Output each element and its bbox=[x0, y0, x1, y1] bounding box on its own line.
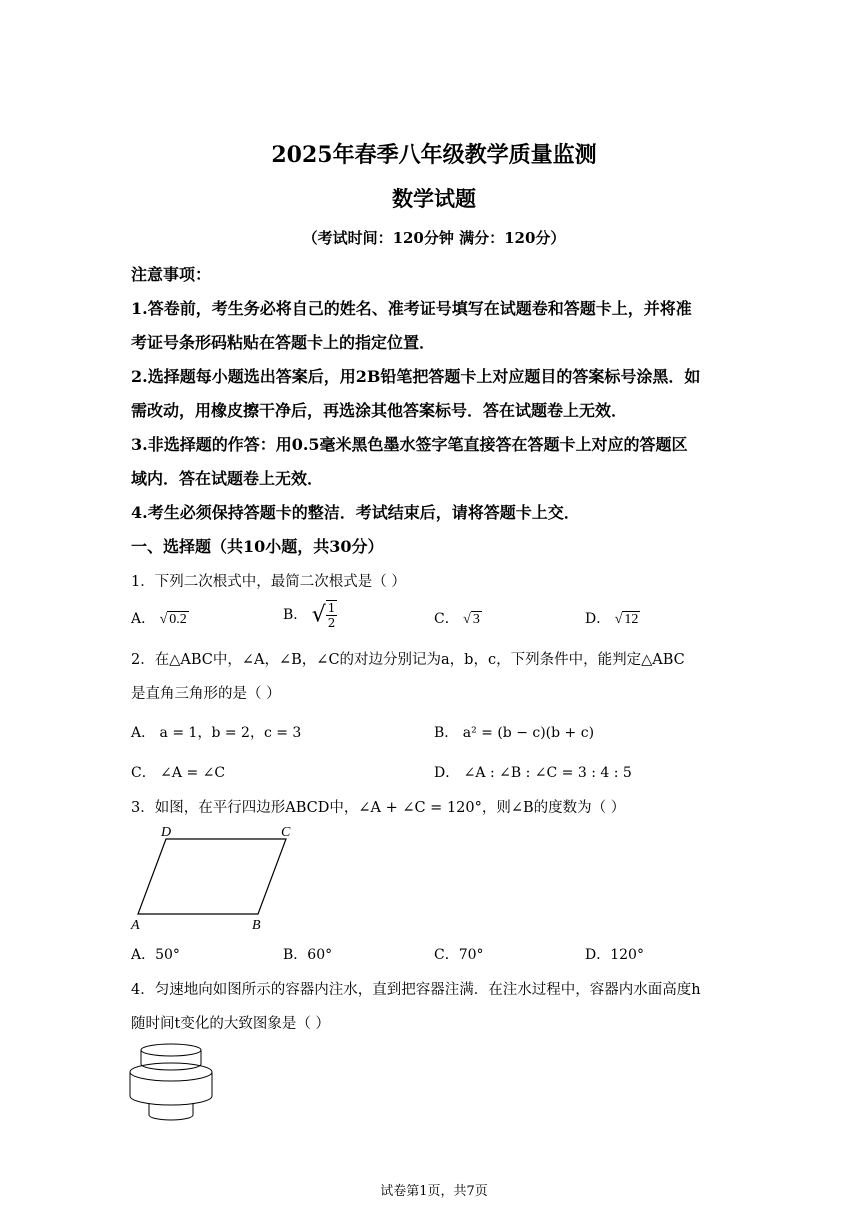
notice-heading: 注意事项： bbox=[131, 265, 212, 284]
parallelogram-figure bbox=[128, 822, 308, 934]
notice-line-2: 考证号条形码粘贴在答题卡上的指定位置． bbox=[131, 333, 436, 352]
notice-line-6: 域内．答在试题卷上无效． bbox=[131, 469, 324, 488]
q3-option-b: B．60° bbox=[283, 947, 333, 963]
q4-stem-line-2: 随时间t变化的大致图象是（ ） bbox=[131, 1016, 330, 1032]
notice-line-1: 1.答卷前，考生务必将自己的姓名、准考证号填写在试题卷和答题卡上，并将准 bbox=[131, 299, 692, 318]
page-footer: 试卷第1页，共7页 bbox=[380, 1184, 488, 1199]
vertex-label-b: B bbox=[252, 918, 261, 933]
notice-line-4: 需改动，用橡皮擦干净后，再选涂其他答案标号．答在试题卷上无效． bbox=[131, 401, 628, 420]
q3-option-c: C．70° bbox=[434, 947, 484, 963]
subject-title: 数学试题 bbox=[392, 186, 476, 211]
vertex-label-a: A bbox=[131, 918, 140, 933]
q2-option-d: D． ∠A : ∠B : ∠C = 3 : 4 : 5 bbox=[434, 765, 632, 781]
q3-option-a: A．50° bbox=[131, 947, 180, 963]
vertex-label-d: D bbox=[161, 825, 172, 840]
q2-stem-line-1: 2．在△ABC中，∠A，∠B，∠C的对边分别记为a，b，c，下列条件中，能判定△ABC bbox=[131, 652, 685, 668]
q1-option-a: A． √ 0.2 bbox=[131, 611, 187, 627]
q3-stem: 3．如图，在平行四边形ABCD中，∠A + ∠C = 120°，则∠B的度数为（ ） bbox=[131, 800, 626, 816]
q3-option-d: D．120° bbox=[585, 947, 644, 963]
q1-option-c: C． √ 3 bbox=[434, 611, 480, 627]
q1-option-d: D． √ 12 bbox=[585, 611, 639, 627]
notice-line-7: 4.考生必须保持答题卡的整洁．考试结束后，请将答题卡上交． bbox=[131, 503, 580, 522]
exam-title: 2025年春季八年级教学质量监测 bbox=[271, 142, 597, 168]
parallelogram-shape bbox=[138, 839, 286, 914]
notice-line-3: 2.选择题每小题选出答案后，用2B铅笔把答题卡上对应题目的答案标号涂黑．如 bbox=[131, 367, 701, 386]
q2-option-a: A． a = 1，b = 2，c = 3 bbox=[131, 725, 302, 741]
q4-stem-line-1: 4．匀速地向如图所示的容器内注水，直到把容器注满．在注水过程中，容器内水面高度h bbox=[131, 982, 701, 998]
q1-stem: 1．下列二次根式中，最简二次根式是（ ） bbox=[131, 574, 406, 590]
q2-stem-line-2: 是直角三角形的是（ ） bbox=[131, 686, 281, 702]
container-figure bbox=[128, 1040, 218, 1122]
q1-option-b: B． √ $\frac{1}{2}$ bbox=[283, 601, 336, 630]
q2-option-b: B． a² = (b − c)(b + c) bbox=[434, 725, 595, 741]
exam-info: （考试时间：120分钟 满分：120分） bbox=[302, 229, 566, 247]
q2-option-c: C． ∠A = ∠C bbox=[131, 765, 226, 781]
notice-line-5: 3.非选择题的作答：用0.5毫米黑色墨水签字笔直接答在答题卡上对应的答题区 bbox=[131, 435, 688, 454]
section-heading: 一、选择题（共10小题，共30分） bbox=[131, 537, 384, 556]
vertex-label-c: C bbox=[281, 825, 291, 840]
